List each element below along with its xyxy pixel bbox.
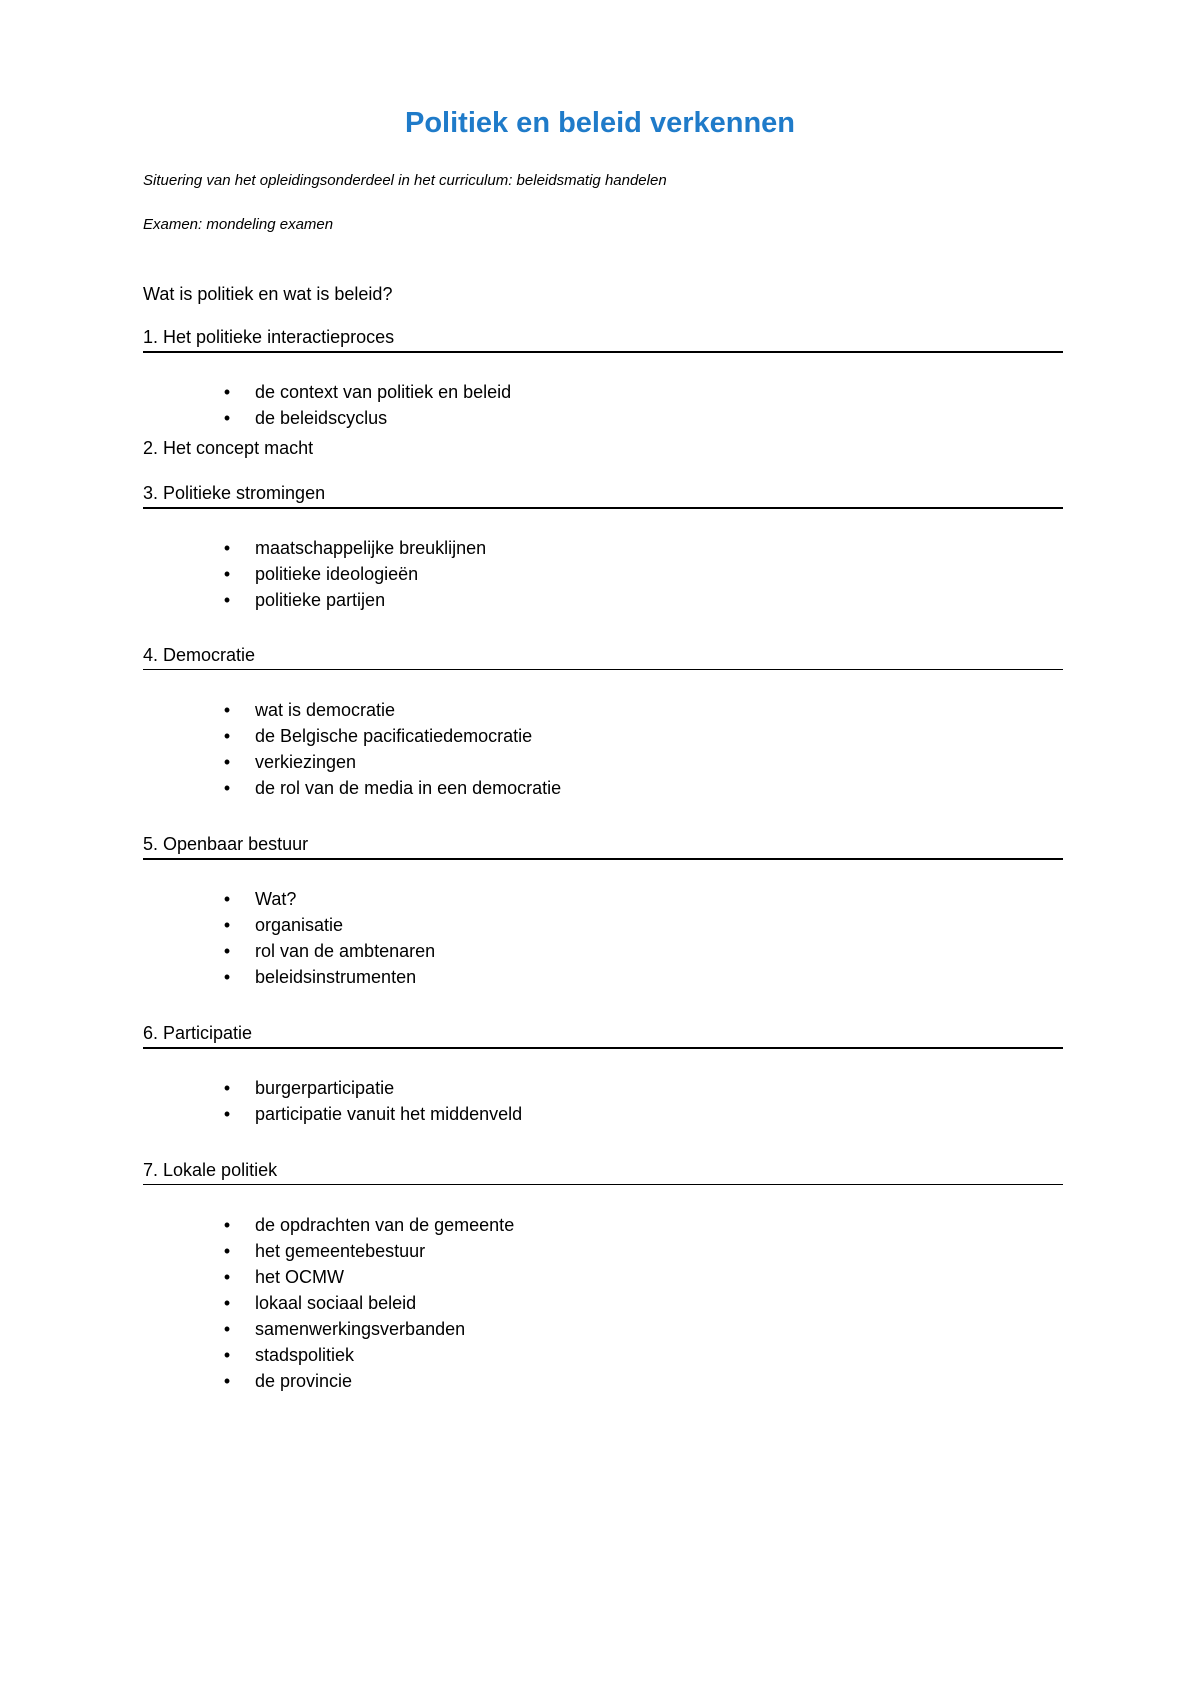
list-item-text: verkiezingen [255, 752, 357, 772]
list-item [223, 912, 1063, 938]
list-item [223, 886, 1063, 912]
list-item-text: participatie vanuit het middenveld [255, 1104, 523, 1124]
list-item-text: de opdrachten van de gemeente [255, 1215, 515, 1235]
list-item-text: de Belgische pacificatiedemocratie [255, 726, 533, 746]
bullet-icon: • [223, 1215, 231, 1235]
section-heading: 4. Democratie [143, 644, 1063, 670]
section-heading: 5. Openbaar bestuur [143, 833, 1063, 860]
list-item-text: beleidsinstrumenten [255, 967, 417, 987]
bullet-icon: • [223, 941, 231, 961]
list-item [223, 1342, 1063, 1368]
bullet-icon: • [223, 700, 231, 720]
list-item [223, 535, 1063, 561]
bullet-icon: • [223, 1104, 231, 1124]
bullet-icon: • [223, 1371, 231, 1391]
bullet-icon: • [223, 1293, 231, 1313]
list-item [223, 1264, 1063, 1290]
list-item-text: het OCMW [255, 1267, 345, 1287]
section-heading: 2. Het concept macht [143, 438, 314, 458]
bullet-icon: • [223, 408, 231, 428]
section-heading: 1. Het politieke interactieproces [143, 326, 1063, 353]
section-heading: 6. Participatie [143, 1022, 1063, 1049]
list-item-text: de beleidscyclus [255, 408, 388, 428]
list-item [223, 749, 1063, 775]
list-item [223, 723, 1063, 749]
exam-type: Examen: mondeling examen [143, 216, 334, 233]
list-item-text: stadspolitiek [255, 1345, 355, 1365]
bullet-icon: • [223, 778, 231, 798]
intro-question: Wat is politiek en wat is beleid? [143, 284, 393, 304]
list-item [223, 775, 1063, 801]
list-item-text: maatschappelijke breuklijnen [255, 538, 487, 558]
list-item [223, 697, 1063, 723]
bullet-icon: • [223, 382, 231, 402]
section-4 [143, 644, 1063, 833]
list-item-text: het gemeentebestuur [255, 1241, 426, 1261]
section-list [143, 886, 1063, 990]
bullet-icon: • [223, 1319, 231, 1339]
list-item-text: de context van politiek en beleid [255, 382, 512, 402]
bullet-icon: • [223, 1078, 231, 1098]
section-list [143, 1212, 1063, 1394]
bullet-icon: • [223, 564, 231, 584]
bullet-icon: • [223, 889, 231, 909]
list-item [223, 405, 1063, 431]
list-item [223, 1238, 1063, 1264]
list-item-text: politieke ideologieën [255, 564, 419, 584]
bullet-icon: • [223, 590, 231, 610]
list-item [223, 379, 1063, 405]
page-title: Politiek en beleid verkennen [404, 107, 796, 139]
sections-container [143, 326, 1063, 1394]
list-item-text: Wat? [255, 889, 297, 909]
list-item [223, 1290, 1063, 1316]
section-list [143, 1075, 1063, 1127]
section-5 [143, 833, 1063, 1022]
section-list [143, 379, 1063, 431]
section-7 [143, 1159, 1063, 1394]
bullet-icon: • [223, 538, 231, 558]
list-item [223, 964, 1063, 990]
section-1 [143, 326, 1063, 435]
list-item-text: lokaal sociaal beleid [255, 1293, 417, 1313]
bullet-icon: • [223, 1241, 231, 1261]
list-item [223, 1212, 1063, 1238]
list-item-text: de provincie [255, 1371, 353, 1391]
section-heading: 3. Politieke stromingen [143, 482, 1063, 509]
curriculum-situering: Situering van het opleidingsonderdeel in het curriculum: beleidsmatig handelen [143, 172, 667, 189]
list-item [223, 587, 1063, 613]
list-item [223, 561, 1063, 587]
list-item-text: organisatie [255, 915, 344, 935]
bullet-icon: • [223, 1267, 231, 1287]
list-item [223, 1368, 1063, 1394]
section-2 [143, 437, 1063, 482]
list-item [223, 938, 1063, 964]
bullet-icon: • [223, 726, 231, 746]
list-item [223, 1101, 1063, 1127]
section-6 [143, 1022, 1063, 1159]
list-item-text: samenwerkingsverbanden [255, 1319, 466, 1339]
list-item-text: burgerparticipatie [255, 1078, 395, 1098]
list-item-text: rol van de ambtenaren [255, 941, 436, 961]
list-item-text: de rol van de media in een democratie [255, 778, 562, 798]
section-list [143, 697, 1063, 801]
section-list [143, 535, 1063, 613]
list-item-text: politieke partijen [255, 590, 386, 610]
bullet-icon: • [223, 915, 231, 935]
list-item-text: wat is democratie [255, 700, 396, 720]
section-3 [143, 482, 1063, 644]
bullet-icon: • [223, 967, 231, 987]
bullet-icon: • [223, 1345, 231, 1365]
bullet-icon: • [223, 752, 231, 772]
list-item [223, 1316, 1063, 1342]
list-item [223, 1075, 1063, 1101]
section-heading: 7. Lokale politiek [143, 1159, 1063, 1185]
